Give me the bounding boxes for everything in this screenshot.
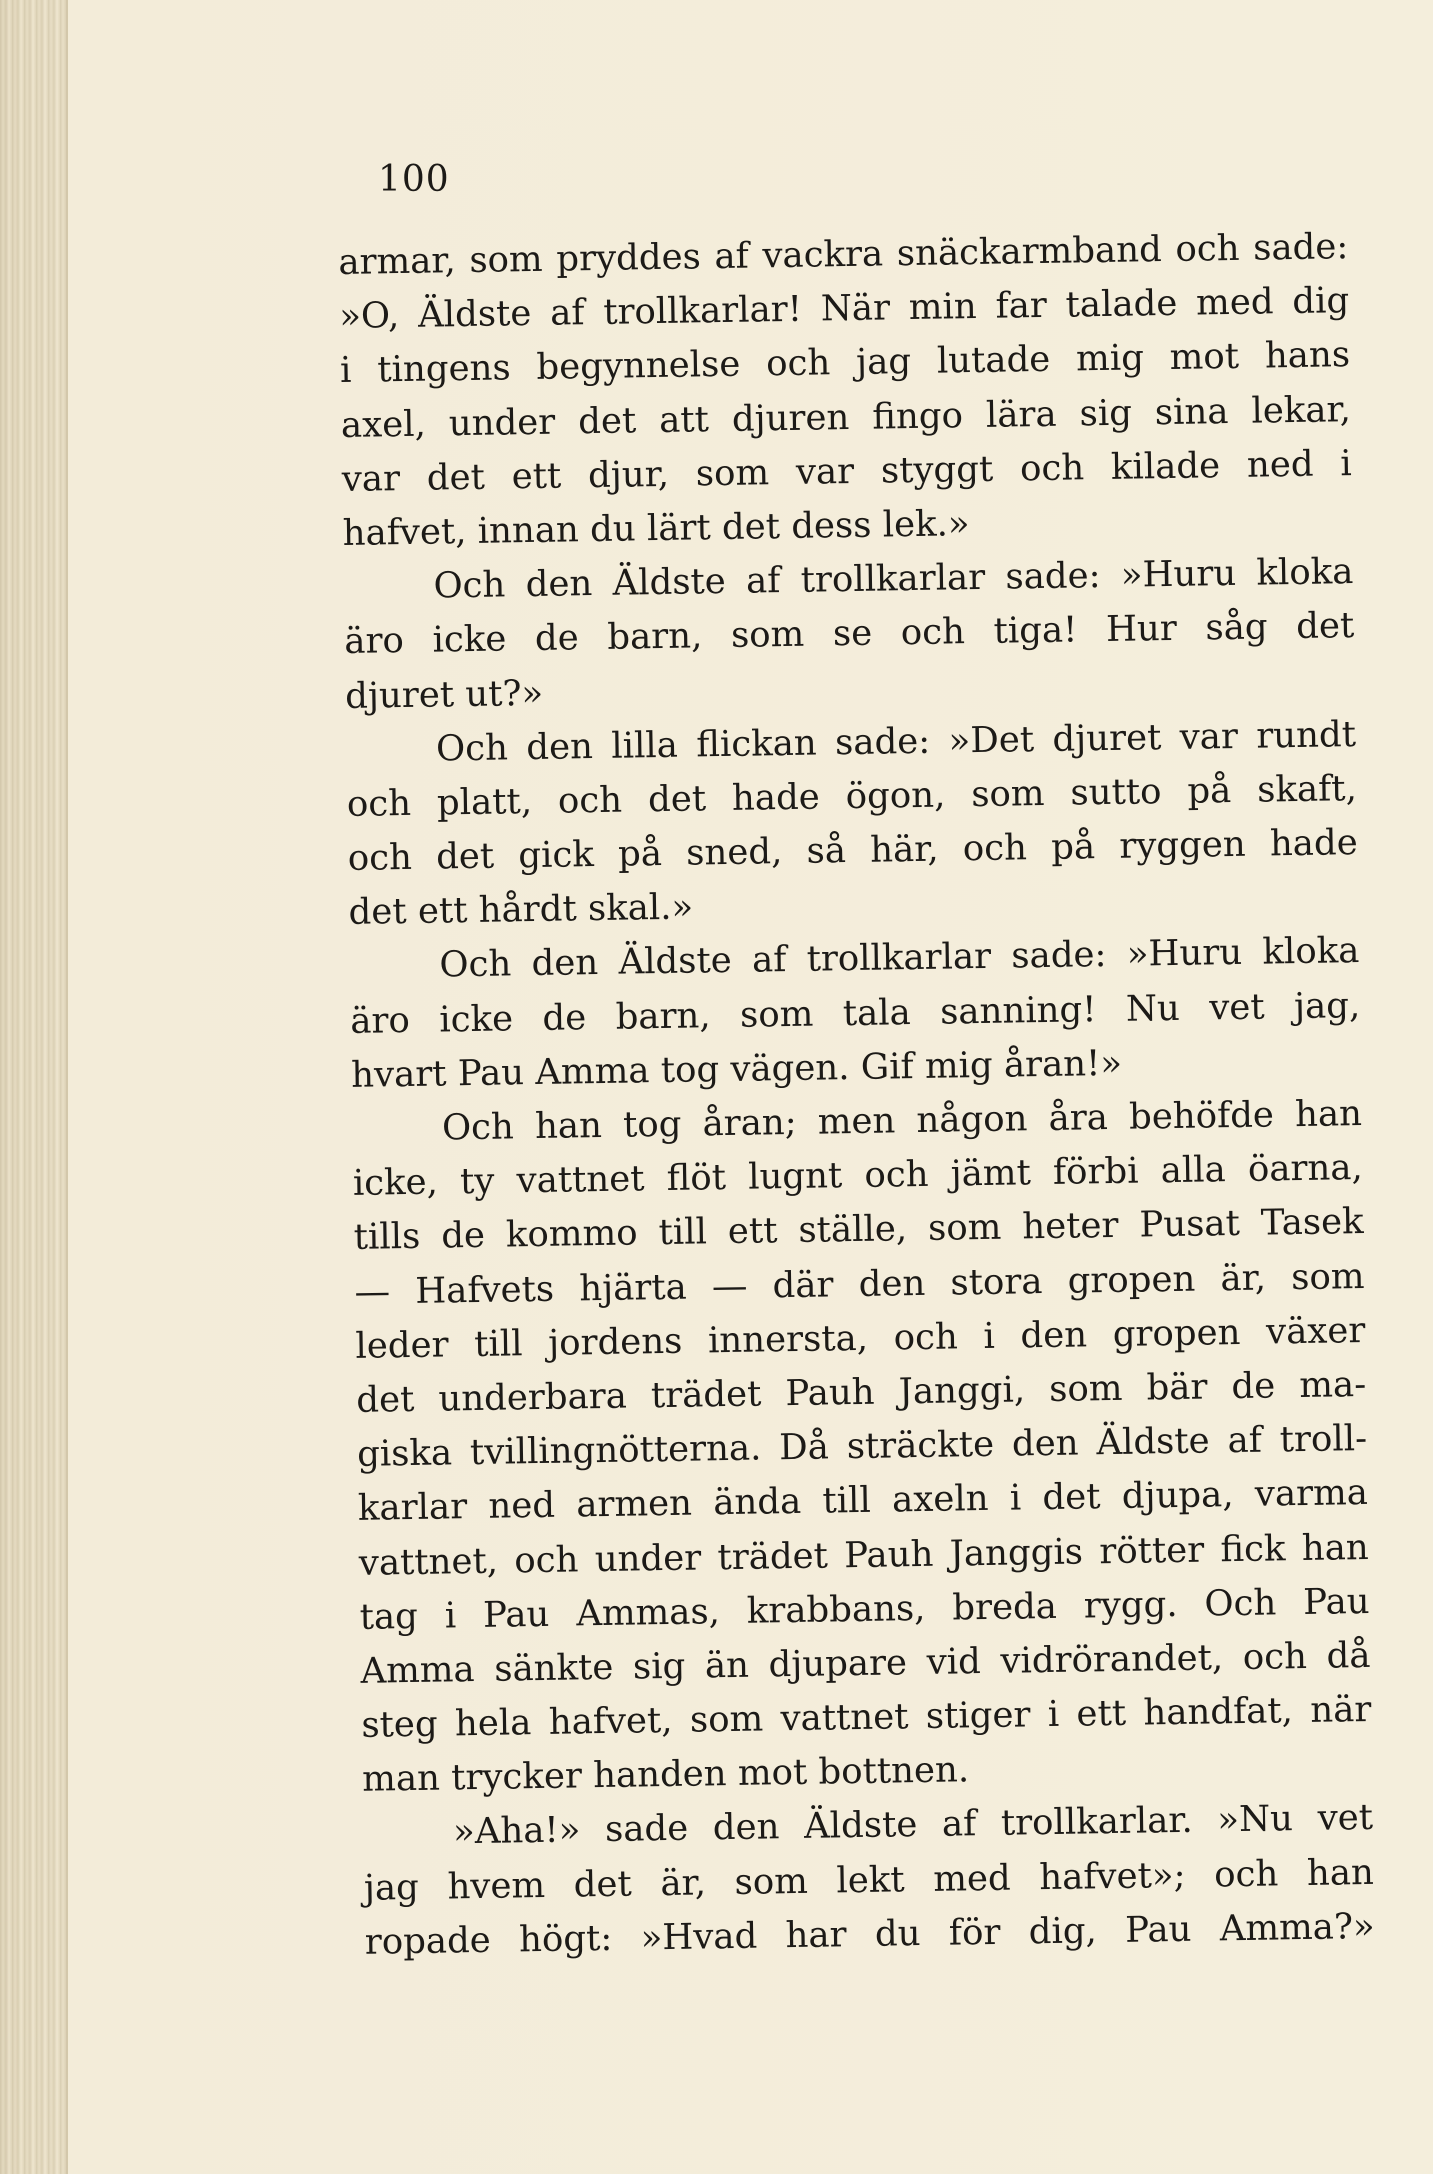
- text-line: Och han tog åran; men någon åra behöfde han: [441, 1093, 1363, 1149]
- text-line: ropade högt: »Hvad har du för dig, Pau Amma?»: [364, 1905, 1375, 1963]
- text-line: Amma sänkte sig än djupare vid vidrörandet, och då: [360, 1634, 1371, 1692]
- body-text: [338, 220, 1375, 1970]
- text-line: tag i Pau Ammas, krabbans, breda rygg. Och Pau: [359, 1580, 1370, 1638]
- text-line: Och den Äldste af trollkarlar sade: »Huru kloka: [433, 551, 1354, 607]
- text-line: det ett hårdt skal.»: [348, 886, 694, 934]
- page-number: 100: [378, 159, 450, 200]
- text-line: Och den Äldste af trollkarlar sade: »Huru kloka: [439, 930, 1360, 986]
- text-line: och det gick på sned, så här, och på ryggen hade: [347, 822, 1358, 879]
- text-line: Och den lilla flickan sade: »Det djuret var rundt: [435, 713, 1357, 770]
- text-line: — Hafvets hjärta — där den stora gropen är, som: [354, 1255, 1365, 1313]
- text-line: hafvet, innan du lärt det dess lek.»: [342, 503, 970, 554]
- text-line: armar, som pryddes af vackra snäckarmband och sade:: [338, 226, 1349, 283]
- text-line: jag hvem det är, som lekt med hafvet»; och han: [363, 1851, 1375, 1909]
- text-line: »O, Äldste af trollkarlar! När min far talade med dig: [338, 280, 1350, 338]
- text-line: tills de kommo till ett ställe, som heter Pusat Tasek: [353, 1201, 1364, 1259]
- book-binding-edge: [0, 0, 68, 2174]
- text-line: giska tvillingnötterna. Då sträckte den Äldste af troll-: [356, 1418, 1368, 1475]
- text-line: äro icke de barn, som se och tiga! Hur såg det: [344, 605, 1355, 663]
- text-line: hvart Pau Amma tog vägen. Gif mig åran!»: [350, 1042, 1123, 1096]
- text-line: vattnet, och under trädet Pauh Janggis rötter fick han: [358, 1526, 1370, 1584]
- text-line: och platt, och det hade ögon, som sutto på skaft,: [346, 767, 1358, 825]
- text-line: axel, under det att djuren fingo lära sig sina lekar,: [340, 388, 1352, 446]
- text-line: steg hela hafvet, som vattnet stiger i ett handfat, när: [361, 1689, 1372, 1746]
- text-line: i tingens begynnelse och jag lutade mig mot hans: [339, 334, 1351, 392]
- text-line: djuret ut?»: [344, 672, 544, 717]
- text-line: leder till jordens innersta, och i den gropen växer: [355, 1309, 1366, 1367]
- text-line: »Aha!» sade den Äldste af trollkarlar. »Nu vet: [452, 1797, 1374, 1853]
- text-line: äro icke de barn, som tala sanning! Nu vet jag,: [350, 984, 1361, 1042]
- text-line: det underbara trädet Pauh Janggi, som bär de ma-: [355, 1363, 1367, 1421]
- text-line: var det ett djur, som var styggt och kilade ned i: [341, 442, 1353, 500]
- text-line: karlar ned armen ända till axeln i det djupa, varma: [357, 1472, 1369, 1530]
- text-line: man trycker handen mot bottnen.: [361, 1749, 970, 1801]
- text-line: icke, ty vattnet flöt lugnt och jämt förbi alla öarna,: [352, 1147, 1364, 1205]
